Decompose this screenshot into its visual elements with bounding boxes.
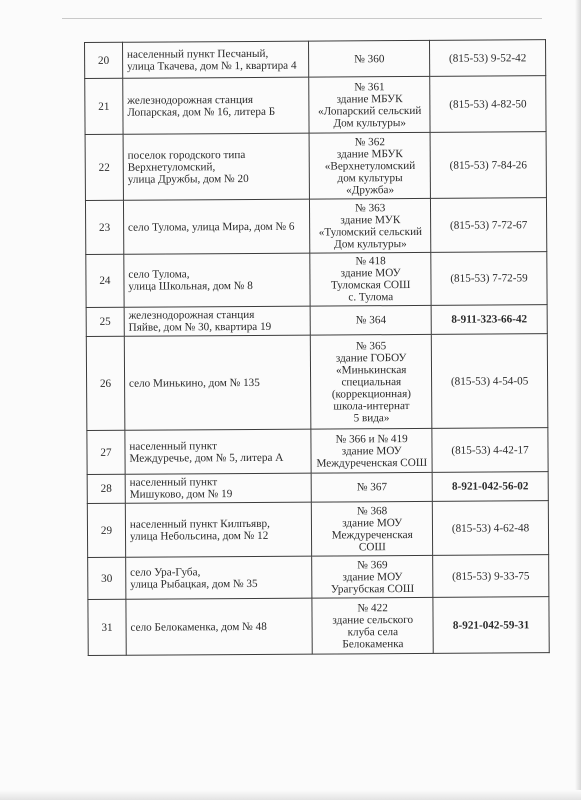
address-line: улица Рыбацкая, дом № 35 xyxy=(130,577,258,591)
row-number: 26 xyxy=(86,336,124,430)
address-line: населенный пункт Песчаный, xyxy=(126,47,269,61)
row-number: 20 xyxy=(85,42,123,78)
phone-cell: (815-53) 4-62-48 xyxy=(432,501,548,556)
polling-site-line: № 363 xyxy=(355,201,386,214)
address-line: село Тулома, xyxy=(128,268,190,281)
polling-site-cell xyxy=(310,252,431,306)
polling-site-line: «Лопарский сельский xyxy=(317,104,422,118)
phone-cell: (815-53) 4-54-05 xyxy=(431,334,548,429)
page-edge-shadow xyxy=(575,0,581,800)
table-row xyxy=(87,428,548,475)
phone-cell: (815-53) 9-52-42 xyxy=(430,40,546,77)
polling-site-line: Белокаменка xyxy=(342,637,404,650)
polling-site-line: здание МОУ xyxy=(341,444,402,457)
address-line: железнодорожная станция xyxy=(127,93,254,107)
address-line: населенный пункт xyxy=(129,439,218,453)
phone-cell: (815-53) 4-82-50 xyxy=(430,76,546,133)
phone-cell: 8-911-323-66-42 xyxy=(431,305,547,335)
polling-site-line: № 364 xyxy=(355,314,387,327)
address-line: железнодорожная станция xyxy=(128,308,255,322)
address-cell xyxy=(126,598,313,655)
table-row xyxy=(86,334,548,431)
polling-site-cell xyxy=(309,40,430,77)
polling-site-line: здание сельского xyxy=(332,613,414,626)
polling-site-line: школа-интернат xyxy=(333,399,410,412)
page-bottom-shadow xyxy=(0,790,581,800)
address-cell xyxy=(124,253,311,307)
polling-site-line: Дом культуры» xyxy=(333,116,407,129)
row-number: 21 xyxy=(85,78,123,134)
polling-site-cell xyxy=(312,597,433,654)
polling-site-cell xyxy=(311,334,432,429)
address-line: Пяйве, дом № 30, квартира 19 xyxy=(128,320,272,334)
polling-site-line: здание ГОБОУ xyxy=(335,351,407,364)
address-line: Мишуково, дом № 19 xyxy=(129,488,233,501)
polling-site-line: № 360 xyxy=(354,52,385,65)
table-row xyxy=(85,198,546,255)
address-cell xyxy=(125,473,312,503)
phone-cell: (815-53) 4-42-17 xyxy=(432,428,548,473)
polling-site-line: № 365 xyxy=(355,339,387,352)
address-line: улица Небольсина, дом № 12 xyxy=(129,529,269,543)
table-body xyxy=(85,40,550,656)
address-line: улица Ткачева, дом № 1, квартира 4 xyxy=(127,59,297,73)
phone-cell: (815-53) 7-72-59 xyxy=(431,252,547,306)
polling-site-cell xyxy=(310,305,431,335)
phone-cell: 8-921-042-59-31 xyxy=(433,597,549,654)
polling-site-line: «Туломский сельский xyxy=(318,225,423,239)
polling-site-line: (коррекционная) xyxy=(331,387,411,400)
address-line: поселок городского типа xyxy=(127,148,246,162)
address-cell xyxy=(125,502,312,557)
polling-site-line: здание МОУ xyxy=(342,570,403,583)
polling-site-line: № 418 xyxy=(355,255,386,268)
polling-site-line: № 361 xyxy=(354,80,385,93)
polling-site-line: здание МОУ xyxy=(340,267,401,280)
address-line: населенный пункт xyxy=(129,476,218,489)
phone-cell: 8-921-042-56-02 xyxy=(432,472,548,502)
phone-cell: (815-53) 7-72-67 xyxy=(431,198,547,253)
polling-site-line: клуба села xyxy=(347,625,399,638)
address-cell xyxy=(124,306,311,336)
polling-site-line: № 366 и № 419 xyxy=(335,432,408,445)
polling-site-line: здание МБУК xyxy=(336,147,403,160)
address-cell xyxy=(122,41,309,78)
polling-site-line: с. Тулома xyxy=(348,291,394,304)
address-cell xyxy=(123,199,310,254)
table-row xyxy=(88,597,549,656)
polling-site-line: Урагубская СОШ xyxy=(330,582,415,596)
row-number: 25 xyxy=(86,307,124,336)
polling-site-cell xyxy=(312,555,433,598)
table-row xyxy=(87,472,548,504)
address-line: населенный пункт Килпъявр, xyxy=(129,517,270,531)
polling-site-line: Междуреченская СОШ xyxy=(316,456,428,470)
phone-cell: (815-53) 9-33-75 xyxy=(433,555,549,598)
polling-site-line: «Верхнетуломский xyxy=(324,159,416,173)
address-cell xyxy=(123,133,310,200)
polling-site-cell xyxy=(309,132,430,199)
table-row xyxy=(87,501,548,558)
table-row xyxy=(86,252,547,308)
table-row xyxy=(85,132,546,201)
address-line: село Минькино, дом № 135 xyxy=(128,376,260,390)
address-line: Лопарская, дом № 16, литера Б xyxy=(127,105,276,119)
polling-site-line: СОШ xyxy=(358,540,386,553)
table-row xyxy=(85,40,546,79)
address-line: Междуречье, дом № 5, литера А xyxy=(129,451,284,465)
page-top-rule xyxy=(62,18,542,19)
polling-site-line: дом культуры xyxy=(337,171,403,184)
polling-site-line: здание МУК xyxy=(340,213,401,226)
address-cell xyxy=(123,77,310,134)
row-number: 22 xyxy=(85,134,123,200)
address-cell xyxy=(126,556,313,599)
address-cell xyxy=(125,429,312,474)
polling-site-line: № 362 xyxy=(354,135,385,148)
row-number: 23 xyxy=(85,200,123,254)
polling-site-line: «Минькинская xyxy=(336,363,407,376)
polling-site-line: Туломская СОШ xyxy=(330,279,411,292)
address-line: улица Школьная, дом № 8 xyxy=(128,279,253,293)
polling-site-line: здание МБУК xyxy=(336,92,403,105)
polling-site-line: Дом культуры» xyxy=(334,237,407,250)
row-number: 31 xyxy=(88,599,126,655)
row-number: 29 xyxy=(87,503,125,557)
row-number: 30 xyxy=(88,557,126,599)
polling-stations-table xyxy=(84,39,550,656)
table-row xyxy=(86,305,547,337)
table-row xyxy=(88,555,549,600)
phone-cell: (815-53) 7-84-26 xyxy=(430,132,546,199)
address-line: село Тулома, улица Мира, дом № 6 xyxy=(128,220,295,234)
polling-site-cell xyxy=(312,472,433,502)
address-line: село Ура-Губа, xyxy=(130,565,201,579)
polling-site-cell xyxy=(309,76,430,133)
polling-site-line: специальная xyxy=(341,375,402,388)
polling-site-line: «Дружба» xyxy=(346,183,395,196)
address-line: Верхнетуломский, xyxy=(127,160,216,174)
polling-site-line: № 367 xyxy=(356,481,388,494)
row-number: 24 xyxy=(86,254,124,307)
polling-site-line: здание МОУ xyxy=(342,516,403,529)
row-number: 27 xyxy=(87,430,125,474)
address-line: село Белокаменка, дом № 48 xyxy=(130,620,267,634)
polling-site-cell xyxy=(311,428,432,473)
polling-site-line: № 422 xyxy=(357,601,388,614)
row-number: 28 xyxy=(87,474,125,503)
address-cell xyxy=(124,335,311,430)
polling-site-line: № 368 xyxy=(356,504,388,517)
polling-site-cell xyxy=(312,501,433,556)
address-line: улица Дружбы, дом № 20 xyxy=(127,172,249,186)
polling-site-line: № 369 xyxy=(357,558,388,571)
polling-site-cell xyxy=(310,198,431,253)
table-row xyxy=(85,76,546,135)
polling-site-line: 5 вида» xyxy=(353,411,390,424)
polling-site-line: Междуреченская xyxy=(331,528,413,541)
